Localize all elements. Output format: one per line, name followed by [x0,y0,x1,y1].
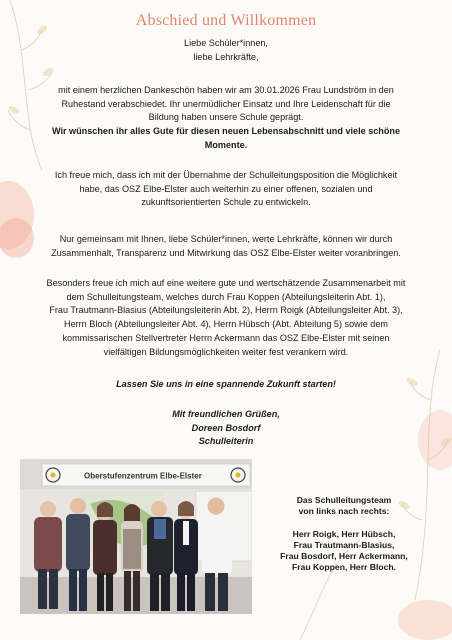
text-line: Ich freue mich, dass ich mit der Übernahme der Schulleitungsposition die Möglichkeit [54,170,398,180]
text-line: Bildung haben unsere Schule geprägt. [148,112,304,123]
page-title: Abschied und Willkommen [135,12,317,29]
school-sign-text: Oberstufenzentrum Elbe-Elster [84,471,202,481]
text-line: habe, das OSZ Elbe-Elster auch weiterhin zu einer offenen, sozialen und [79,183,373,194]
text-line-bold: Wir wünschen ihr alles Gute für diesen neuen Lebensabschnitt und viele schöne [51,126,401,137]
team-photo-illustration [20,459,252,614]
signature-role: Schulleiterin [198,436,254,446]
text-line: zukunftsorientierten Schule zu entwickeln. [141,197,311,208]
caption-line: von links nach rechts: [298,506,390,517]
team-photo [20,459,252,614]
text-line: dem Schulleitungsteam, welches durch Frau Koppen (Abteilungsleiterin Abt. 1), [66,291,386,302]
signature-closing: Mit freundlichen Grüßen, [172,409,280,419]
caption-line: Frau Koppen, Herr Bloch. [291,562,397,573]
text-line: Frau Trautmann-Blasius (Abteilungsleiterin Abt. 2), Herrn Roigk (Abteilungsleiter Abt. 3), [49,305,403,316]
team-paragraph [10,277,442,359]
text-line: Herrn Bloch (Abteilungsleiter Abt. 4), Herrn Hübsch (Abt. Abteilung 5) sowie dem [64,319,388,330]
caption-line: Frau Trautmann-Blasius, [293,539,395,550]
text-line: Besonders freue ich mich auf eine weitere gute und wertschätzende Zusammenarbeit mit [46,278,406,288]
caption-line: Frau Bosdorf, Herr Ackermann, [280,551,408,562]
greeting-line: liebe Lehrkräfte, [193,51,259,62]
welcome-paragraph [10,169,442,210]
text-line: Nur gemeinsam mit Ihnen, liebe Schüler*innen, werte Lehrkräfte, können wir durch [59,234,393,244]
greeting [10,37,442,64]
text-line: kommissarischen Stellvertreter Herrn Ackermann das OSZ Elbe-Elster mit seinen [62,332,390,343]
text-line: vielfältigen Bildungsmöglichkeiten weiter fest verankern wird. [103,346,349,357]
text-line: mit einem herzlichen Dankeschön haben wir am 30.01.2026 Frau Lundström in den [58,85,394,95]
text-line-bold: Momente. [204,139,248,150]
photo-caption [258,495,430,574]
signature-name: Doreen Bosdorf [191,422,261,433]
caption-line: Herr Roigk, Herr Hübsch, [292,528,396,539]
greeting-line: Liebe Schüler*innen, [184,38,268,48]
motto: Lassen Sie uns in eine spannende Zukunft starten! [116,379,336,389]
together-paragraph [10,233,442,260]
farewell-paragraph [10,84,442,153]
text-line: Ruhestand verabschiedet. Ihr unermüdlicher Einsatz und Ihre Leidenschaft für die [61,98,391,109]
signature [10,408,442,449]
caption-line: Das Schulleitungsteam [296,495,392,505]
text-line: Zusammenhalt, Transparenz und Mitwirkung das OSZ Elbe-Elster weiter voranbringen. [51,247,401,258]
